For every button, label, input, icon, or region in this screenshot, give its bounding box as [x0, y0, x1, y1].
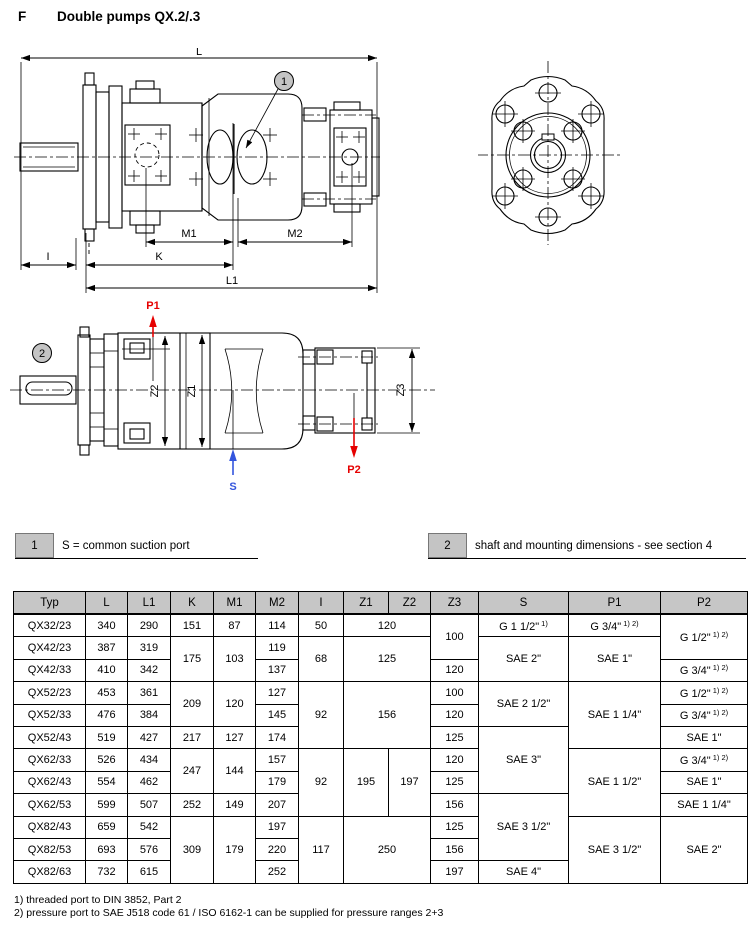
column-header: I: [299, 592, 344, 615]
table-body: [14, 614, 748, 883]
table-cell: 453: [86, 682, 128, 704]
callout-1-text: S = common suction port: [62, 539, 190, 552]
table-cell: 197: [256, 816, 299, 838]
table-cell: QX42/23: [14, 637, 86, 659]
table-cell: QX52/23: [14, 682, 86, 704]
footnote-2: 2) pressure port to SAE J518 code 61 / ISO 6162-1 can be supplied for pressure ranges 2+3: [14, 907, 444, 919]
table-cell: G 3/4" $^{1) 2)}$: [661, 704, 748, 726]
table-cell: 156: [344, 682, 431, 749]
table-cell: 175: [171, 637, 214, 682]
callout-2-number: 2: [38, 348, 46, 360]
table-cell: QX82/63: [14, 861, 86, 883]
table-cell: 179: [256, 771, 299, 793]
p1-pressure-arrow: [146, 300, 159, 337]
column-header: L: [86, 592, 128, 615]
dimension-M1-M2: [146, 123, 352, 270]
table-cell: 659: [86, 816, 128, 838]
table-cell: 615: [128, 861, 171, 883]
first-port-plate: [125, 125, 170, 185]
footnote-1: 1) threaded port to DIN 3852, Part 2: [14, 894, 182, 906]
table-header-row: [14, 592, 748, 615]
table-cell: QX82/53: [14, 838, 86, 860]
table-cell: 462: [128, 771, 171, 793]
table-cell: QX52/43: [14, 726, 86, 748]
table-cell: 526: [86, 749, 128, 771]
table-row: [14, 614, 748, 637]
table-cell: 149: [214, 794, 256, 816]
table-cell: 145: [256, 704, 299, 726]
column-header: M2: [256, 592, 299, 615]
table-cell: SAE 3": [479, 726, 569, 793]
table-cell: 542: [128, 816, 171, 838]
table-cell: 599: [86, 794, 128, 816]
table-cell: 125: [431, 726, 479, 748]
table-cell: SAE 2": [661, 816, 748, 883]
table-cell: 427: [128, 726, 171, 748]
table-cell: 156: [431, 794, 479, 816]
table-cell: 174: [256, 726, 299, 748]
table-cell: 197: [389, 749, 431, 816]
table-cell: 197: [431, 861, 479, 883]
table-cell: 217: [171, 726, 214, 748]
side-view-drawing: [12, 48, 392, 303]
table-cell: 87: [214, 614, 256, 637]
table-row: [14, 682, 748, 704]
table-cell: 100: [431, 614, 479, 659]
table-cell: 120: [431, 659, 479, 681]
table-cell: SAE 3 1/2": [479, 794, 569, 861]
table-row: [14, 749, 748, 771]
table-cell: 342: [128, 659, 171, 681]
table-cell: 50: [299, 614, 344, 637]
table-cell: 693: [86, 838, 128, 860]
p2-pressure-arrow: [347, 418, 360, 476]
table-cell: 68: [299, 637, 344, 682]
table-cell: 361: [128, 682, 171, 704]
dimension-Z2: [149, 336, 165, 446]
table-header: [14, 592, 748, 615]
table-cell: 92: [299, 749, 344, 816]
table-cell: 252: [171, 794, 214, 816]
dim-label-L: L: [195, 48, 203, 58]
table-row: [14, 637, 748, 659]
dimension-Z3: [377, 348, 420, 433]
dimension-Z1: [186, 335, 202, 447]
table-cell: SAE 1 1/4": [661, 794, 748, 816]
table-cell: G 1 1/2" $^{1)}$: [479, 614, 569, 637]
table-cell: 250: [344, 816, 431, 883]
table-cell: QX82/43: [14, 816, 86, 838]
dimension-L1: [86, 275, 377, 288]
table-cell: 209: [171, 682, 214, 727]
table-cell: 476: [86, 704, 128, 726]
table-cell: QX32/23: [14, 614, 86, 637]
table-cell: G 3/4" $^{1) 2)}$: [661, 749, 748, 771]
table-cell: 220: [256, 838, 299, 860]
column-header: Typ: [14, 592, 86, 615]
dim-label-Z3: Z3: [395, 383, 407, 397]
dim-label-M1: M1: [181, 228, 197, 240]
table-cell: 103: [214, 637, 256, 682]
table-cell: 125: [344, 637, 431, 682]
s-suction-arrow: [229, 449, 237, 493]
table-cell: 207: [256, 794, 299, 816]
table-cell: 127: [214, 726, 256, 748]
column-header: M1: [214, 592, 256, 615]
table-cell: 179: [214, 816, 256, 883]
table-cell: SAE 1": [661, 726, 748, 748]
table-cell: 195: [344, 749, 389, 816]
column-header: Z3: [431, 592, 479, 615]
table-cell: 576: [128, 838, 171, 860]
page-title: Double pumps QX.2/.3: [57, 9, 201, 24]
table-cell: QX62/33: [14, 749, 86, 771]
s-label: S: [229, 481, 237, 493]
table-cell: 120: [431, 704, 479, 726]
dimension-table: [13, 591, 748, 884]
column-header: S: [479, 592, 569, 615]
table-cell: 410: [86, 659, 128, 681]
table-cell: 252: [256, 861, 299, 883]
callout-2-badge: 2: [428, 533, 467, 558]
table-cell: 434: [128, 749, 171, 771]
mounting-flange: [83, 73, 96, 255]
dim-label-K: K: [155, 251, 163, 263]
p2-label: P2: [347, 464, 361, 476]
pump-shaft: [20, 143, 78, 171]
table-cell: 157: [256, 749, 299, 771]
table-cell: 92: [299, 682, 344, 749]
table-cell: 384: [128, 704, 171, 726]
callout-1-badge: 1: [15, 533, 54, 558]
table-cell: 247: [171, 749, 214, 794]
table-cell: 125: [431, 816, 479, 838]
column-header: P1: [569, 592, 661, 615]
table-cell: SAE 1 1/4": [569, 682, 661, 749]
table-cell: 309: [171, 816, 214, 883]
table-cell: 319: [128, 637, 171, 659]
table-cell: 125: [431, 771, 479, 793]
table-cell: QX42/33: [14, 659, 86, 681]
table-cell: SAE 3 1/2": [569, 816, 661, 883]
table-cell: SAE 1 1/2": [569, 749, 661, 816]
table-cell: 117: [299, 816, 344, 883]
table-cell: 127: [256, 682, 299, 704]
table-cell: 554: [86, 771, 128, 793]
top-view-drawing: [10, 293, 440, 513]
table-cell: SAE 4": [479, 861, 569, 883]
table-cell: SAE 1": [569, 637, 661, 682]
column-header: K: [171, 592, 214, 615]
dim-label-M2: M2: [287, 228, 303, 240]
table-row: [14, 816, 748, 838]
table-cell: 120: [214, 682, 256, 727]
center-pump-body: [210, 333, 303, 449]
mounting-flange: [78, 327, 118, 455]
column-header: Z2: [389, 592, 431, 615]
table-cell: 114: [256, 614, 299, 637]
table-cell: 119: [256, 637, 299, 659]
dim-label-Z2: Z2: [149, 384, 161, 398]
table-cell: SAE 2 1/2": [479, 682, 569, 727]
column-header: Z1: [344, 592, 389, 615]
p1-label: P1: [146, 300, 160, 312]
table-cell: 120: [431, 749, 479, 771]
table-cell: 156: [431, 838, 479, 860]
table-cell: QX62/43: [14, 771, 86, 793]
table-cell: G 1/2" $^{1) 2)}$: [661, 614, 748, 659]
callout-1-number: 1: [280, 76, 288, 88]
column-header: L1: [128, 592, 171, 615]
dim-label-L1: L1: [225, 275, 239, 287]
table-cell: 507: [128, 794, 171, 816]
callout-2-text: shaft and mounting dimensions - see section 4: [475, 539, 713, 552]
table-cell: SAE 2": [479, 637, 569, 682]
leader-arrow: [246, 89, 278, 148]
table-cell: 290: [128, 614, 171, 637]
dim-label-I: I: [46, 251, 50, 263]
table-cell: 137: [256, 659, 299, 681]
table-cell: 519: [86, 726, 128, 748]
callout-1-row: [15, 533, 258, 559]
table-cell: SAE 1": [661, 771, 748, 793]
callout-2-row: [428, 533, 746, 559]
callout-2-bubble: [33, 344, 52, 363]
bolt-cross-marks: [128, 128, 167, 182]
second-pump-body: [298, 348, 378, 433]
table-cell: 340: [86, 614, 128, 637]
table-cell: 732: [86, 861, 128, 883]
table-cell: QX62/53: [14, 794, 86, 816]
table-cell: 100: [431, 682, 479, 704]
dim-label-Z1: Z1: [186, 384, 198, 398]
flange-view-drawing: [478, 55, 653, 245]
table-cell: 151: [171, 614, 214, 637]
table-cell: G 3/4" $^{1) 2)}$: [661, 659, 748, 681]
table-cell: 120: [344, 614, 431, 637]
table-cell: G 1/2" $^{1) 2)}$: [661, 682, 748, 704]
column-header: P2: [661, 592, 748, 615]
table-cell: QX52/33: [14, 704, 86, 726]
table-cell: 387: [86, 637, 128, 659]
section-letter: F: [18, 9, 27, 24]
table-cell: 144: [214, 749, 256, 794]
table-cell: G 3/4" $^{1) 2)}$: [569, 614, 661, 637]
